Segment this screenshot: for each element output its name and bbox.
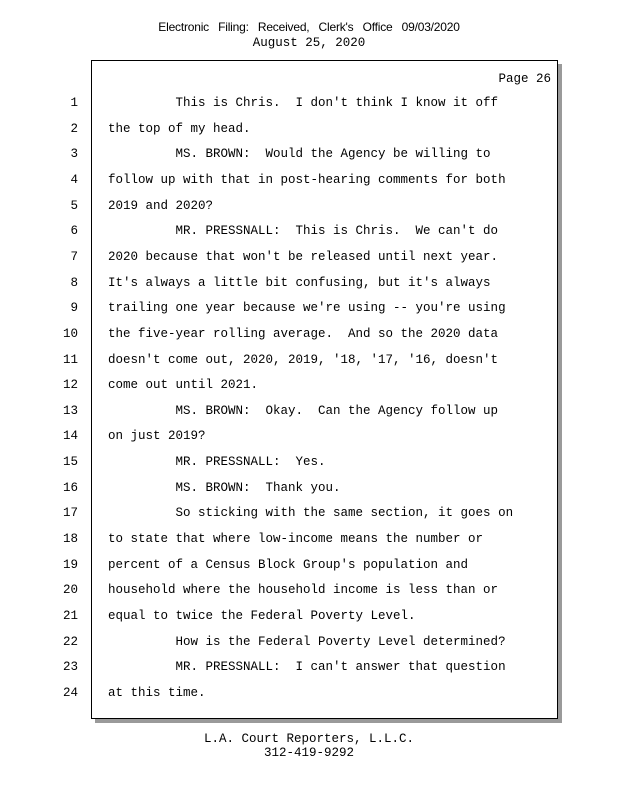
line-number: 8 — [70, 275, 78, 290]
transcript-line — [62, 326, 557, 342]
transcript-line — [70, 249, 557, 265]
transcript-line — [62, 685, 557, 701]
transcript-line — [70, 95, 557, 111]
reporter-footer — [0, 732, 618, 760]
line-number: 21 — [62, 609, 78, 623]
line-text: How is the Federal Poverty Level determined? — [108, 634, 506, 649]
line-text: 2019 and 2020? — [108, 198, 214, 213]
transcript-line — [62, 480, 557, 496]
transcript-line — [70, 146, 557, 162]
line-text: equal to twice the Federal Poverty Level. — [108, 609, 416, 623]
transcript-line — [70, 198, 557, 214]
transcript-line — [62, 557, 557, 573]
line-number: 2 — [70, 121, 78, 136]
reporter-company: L.A. Court Reporters, L.L.C. — [203, 732, 415, 746]
line-text: It's always a little bit confusing, but it's always — [108, 275, 491, 290]
line-number: 9 — [70, 301, 78, 316]
line-text: trailing one year because we're using -- you're using — [108, 301, 506, 316]
line-text: household where the household income is less than or — [108, 583, 499, 598]
line-text: 2020 because that won't be released until next year. — [108, 249, 499, 264]
transcript-line — [70, 223, 557, 239]
line-text: MR. PRESSNALL: Yes. — [108, 455, 326, 470]
line-number: 5 — [70, 198, 78, 213]
line-text: MR. PRESSNALL: This is Chris. We can't do — [108, 224, 499, 239]
line-text: at this time. — [108, 685, 206, 700]
line-text: doesn't come out, 2020, 2019, '18, '17, '16, doesn't — [108, 352, 499, 367]
transcript-line — [70, 300, 557, 316]
line-number: 12 — [62, 378, 78, 393]
line-text: MS. BROWN: Would the Agency be willing to — [108, 147, 491, 162]
reporter-phone: 312-419-9292 — [263, 746, 354, 760]
line-number: 3 — [70, 147, 78, 162]
line-number: 1 — [70, 96, 78, 110]
line-text: the top of my head. — [108, 121, 251, 136]
line-number: 20 — [62, 583, 78, 598]
line-number: 17 — [62, 506, 78, 521]
transcript-line — [70, 121, 557, 137]
line-text: come out until 2021. — [108, 378, 259, 393]
transcript-page — [62, 60, 558, 719]
line-text: follow up with that in post-hearing comments for both — [108, 172, 506, 187]
line-number: 4 — [70, 172, 78, 187]
line-text: This is Chris. I don't think I know it off — [108, 96, 499, 110]
line-number: 24 — [62, 685, 78, 700]
line-number: 22 — [62, 634, 78, 649]
line-text: So sticking with the same section, it goes on — [108, 506, 514, 521]
line-number: 6 — [70, 224, 78, 239]
line-number: 10 — [62, 326, 78, 341]
line-number: 23 — [62, 660, 78, 675]
transcript-line — [62, 403, 557, 419]
transcript-line — [70, 172, 557, 188]
line-text: MR. PRESSNALL: I can't answer that question — [108, 660, 506, 675]
transcript-line — [70, 275, 557, 291]
line-text: MS. BROWN: Okay. Can the Agency follow up — [108, 403, 499, 418]
transcript-line — [62, 608, 557, 624]
line-number: 15 — [62, 455, 78, 470]
transcript-line — [62, 428, 557, 444]
line-text: to state that where low-income means the number or — [108, 532, 484, 546]
transcript-line — [62, 352, 557, 368]
transcript-line — [62, 659, 557, 675]
line-number: 19 — [62, 557, 78, 572]
page-number: Page 26 — [498, 72, 551, 86]
transcript-line — [62, 505, 557, 521]
line-text: percent of a Census Block Group's population and — [108, 557, 469, 572]
line-number: 18 — [62, 532, 78, 546]
transcript-line — [62, 377, 557, 393]
line-number: 16 — [62, 480, 78, 495]
line-number: 13 — [62, 403, 78, 418]
line-number: 7 — [70, 249, 78, 264]
hearing-date: August 25, 2020 — [252, 36, 366, 50]
line-text: on just 2019? — [108, 429, 206, 444]
transcript-line — [62, 531, 557, 547]
transcript-line — [62, 582, 557, 598]
line-text: MS. BROWN: Thank you. — [108, 480, 341, 495]
filing-stamp-header: Electronic Filing: Received, Clerk's Office 09/03/2020 — [158, 20, 460, 34]
line-number: 14 — [62, 429, 78, 444]
transcript-line — [62, 634, 557, 650]
transcript-line — [62, 454, 557, 470]
line-number: 11 — [62, 352, 78, 367]
line-text: the five-year rolling average. And so the 2020 data — [108, 326, 499, 341]
